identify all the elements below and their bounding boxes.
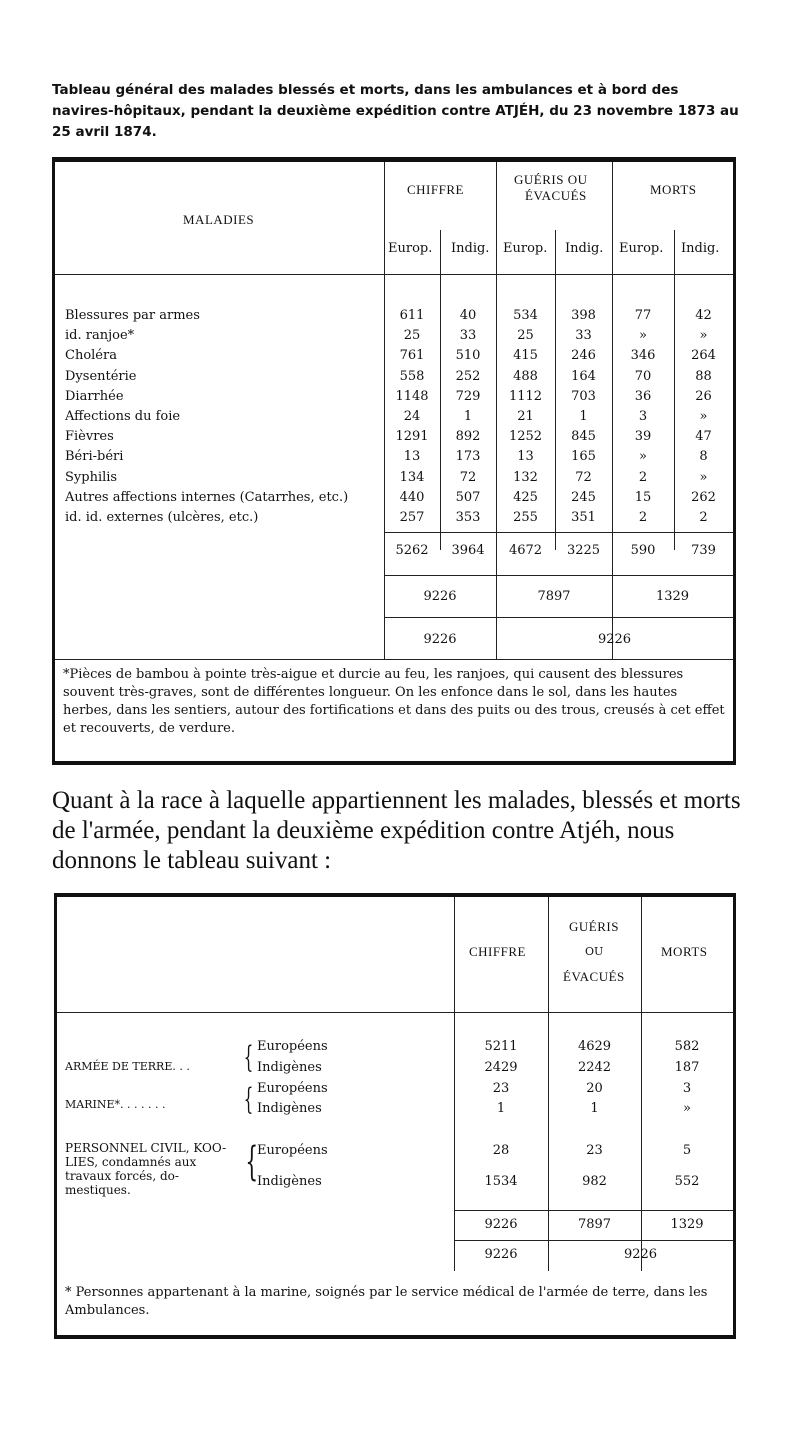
table-cell: 398 <box>571 308 596 323</box>
table-cell: 611 <box>399 308 425 323</box>
table-cell: 5 <box>682 1143 692 1158</box>
race-table <box>54 893 736 1339</box>
table-cell: 257 <box>399 510 425 525</box>
table-cell: 845 <box>571 429 596 444</box>
brace: { <box>243 1082 254 1117</box>
row-label: Choléra <box>65 348 117 363</box>
row-label: id. ranjoe* <box>65 328 135 343</box>
table-cell: » <box>699 328 708 343</box>
header-indig: Indig. <box>565 241 604 256</box>
race-label: Indigènes <box>257 1101 322 1116</box>
table-cell: 5211 <box>484 1039 518 1054</box>
table-cell: 510 <box>455 348 481 363</box>
header-gueris-3: ÉVACUÉS <box>563 969 625 984</box>
table-cell: 255 <box>513 510 538 525</box>
table-cell: » <box>699 409 708 424</box>
table-cell: 440 <box>399 490 425 505</box>
table-cell: 33 <box>575 328 592 343</box>
table-cell: 25 <box>403 328 421 343</box>
table-cell: 23 <box>586 1143 603 1158</box>
table-cell: 351 <box>571 510 596 525</box>
total-rule <box>384 532 733 533</box>
group-rule <box>384 575 733 576</box>
footnote-rule <box>55 659 733 660</box>
table-cell: 982 <box>582 1174 607 1189</box>
header-rule <box>57 1012 733 1013</box>
table-cell: 246 <box>571 348 596 363</box>
header-europ: Europ. <box>503 241 548 256</box>
table-cell: 165 <box>571 449 596 464</box>
table-cell: 252 <box>455 369 481 384</box>
table-cell: 1112 <box>508 389 543 404</box>
table-cell: 4629 <box>577 1039 612 1054</box>
table-cell: 892 <box>455 429 481 444</box>
race-label: Européens <box>257 1039 328 1054</box>
group-total-morts: 1329 <box>655 589 690 604</box>
grand-rule <box>384 617 733 618</box>
table1-footnote: *Pièces de bambou à pointe très-aigue et durcie au feu, les ranjoes, qui causent des blessures souvent très-graves, sont de différentes longueur. On les enfonce dans le sol, dans les hautes herbes, dans les sentiers, autour des fortifications et dans des puits ou des trous, creusés à cet effet et recouverts, de verdure. <box>63 667 725 736</box>
header-gueris-2: OU <box>585 945 604 958</box>
table-cell: 1252 <box>508 429 543 444</box>
header-morts: MORTS <box>650 182 697 197</box>
table-cell: 1148 <box>395 389 429 404</box>
table-cell: » <box>639 449 647 464</box>
group-label-personnel-3: travaux forcés, do- <box>65 1169 179 1183</box>
table-cell: 582 <box>674 1039 700 1054</box>
table-cell: 729 <box>455 389 481 404</box>
table-cell: 2 <box>638 470 648 485</box>
brace: { <box>243 1040 254 1075</box>
header-morts: MORTS <box>661 944 708 959</box>
table-cell: 24 <box>403 409 421 424</box>
row-label: id. id. externes (ulcères, etc.) <box>65 510 259 525</box>
table-cell: 173 <box>455 449 481 464</box>
table-cell: 26 <box>695 389 712 404</box>
table-cell: 47 <box>695 429 712 444</box>
row-label: Fièvres <box>65 429 114 444</box>
race-label: Indigènes <box>257 1174 322 1189</box>
group-label-armee: ARMÉE DE TERRE. . . <box>65 1060 190 1073</box>
table-cell: 1 <box>590 1101 599 1116</box>
table-cell: 187 <box>674 1060 700 1075</box>
header-gueris-1: GUÉRIS <box>569 919 619 934</box>
row-label: Diarrhée <box>65 389 124 404</box>
total-cell: 5262 <box>395 543 429 558</box>
grand-total-left: 9226 <box>484 1247 518 1262</box>
table-cell: 415 <box>513 348 538 363</box>
table-cell: 13 <box>517 449 534 464</box>
table-cell: 558 <box>399 369 425 384</box>
table-cell: 2242 <box>577 1060 612 1075</box>
group-label-personnel-4: mestiques. <box>65 1183 131 1197</box>
table-cell: » <box>639 328 647 343</box>
group-label-personnel-1: PERSONNEL CIVIL, KOO- <box>65 1141 227 1155</box>
total-cell: 3225 <box>566 543 601 558</box>
table-cell: 761 <box>399 348 425 363</box>
table-cell: 72 <box>575 470 592 485</box>
table-cell: 72 <box>459 470 477 485</box>
table-cell: 3 <box>682 1081 692 1096</box>
table-cell: 703 <box>571 389 596 404</box>
table-cell: 23 <box>492 1081 510 1096</box>
table-cell: 507 <box>455 490 481 505</box>
table-cell: 2 <box>699 510 708 525</box>
table-cell: 353 <box>455 510 481 525</box>
table-cell: 21 <box>517 409 534 424</box>
table-cell: 25 <box>517 328 534 343</box>
grand-total-left: 9226 <box>423 632 457 647</box>
row-label: Dysentérie <box>65 369 137 384</box>
table-cell: 15 <box>634 490 652 505</box>
header-maladies: MALADIES <box>183 212 255 227</box>
table-cell: 36 <box>634 389 652 404</box>
table2-footnote: * Personnes appartenant à la marine, soignés par le service médical de l'armée de terre, dans les Ambulances. <box>65 1285 708 1318</box>
table-cell: 13 <box>403 449 421 464</box>
table-cell: » <box>683 1101 691 1116</box>
total-rule <box>454 1210 733 1211</box>
row-label: Affections du foie <box>65 409 181 424</box>
table-caption: Tableau général des malades blessés et morts, dans les ambulances et à bord des navires-hôpitaux, pendant la deuxième expédition contre ATJÉH, du 23 novembre 1873 au 25 avril 1874. <box>52 82 739 140</box>
grand-total-right: 9226 <box>623 1247 658 1262</box>
total-cell: 1329 <box>670 1217 704 1232</box>
grand-total-right: 9226 <box>597 632 632 647</box>
table-cell: » <box>699 470 708 485</box>
brace: { <box>245 1139 259 1185</box>
table-cell: 262 <box>691 490 716 505</box>
row-label: Autres affections internes (Catarrhes, etc.) <box>65 490 349 505</box>
header-indig: Indig. <box>451 241 490 256</box>
table-cell: 245 <box>571 490 596 505</box>
table-cell: 534 <box>513 308 538 323</box>
disease-table <box>52 157 736 765</box>
table-cell: 42 <box>695 308 712 323</box>
table-cell: 1 <box>579 409 588 424</box>
table-cell: 3 <box>638 409 648 424</box>
grand-rule <box>454 1240 733 1241</box>
table-cell: 33 <box>459 328 477 343</box>
race-label: Européens <box>257 1081 328 1096</box>
group-label-personnel-2: LIES, condamnés aux <box>65 1155 197 1169</box>
race-label: Indigènes <box>257 1060 322 1075</box>
header-rule <box>55 274 733 275</box>
row-label: Blessures par armes <box>65 308 200 323</box>
table-cell: 39 <box>634 429 652 444</box>
table-cell: 488 <box>513 369 538 384</box>
table-cell: 1291 <box>395 429 429 444</box>
table-cell: 1 <box>463 409 473 424</box>
table-cell: 552 <box>674 1174 700 1189</box>
table-cell: 134 <box>399 470 425 485</box>
header-chiffre: CHIFFRE <box>469 944 526 959</box>
header-gueris-1: GUÉRIS OU <box>514 172 588 187</box>
table-cell: 132 <box>513 470 538 485</box>
table-cell: 77 <box>634 308 652 323</box>
table-cell: 2 <box>638 510 648 525</box>
row-label: Syphilis <box>65 470 118 485</box>
table-cell: 2429 <box>484 1060 518 1075</box>
total-cell: 4672 <box>508 543 543 558</box>
row-label: Béri-béri <box>65 449 124 464</box>
total-cell: 590 <box>630 543 656 558</box>
table-cell: 346 <box>630 348 656 363</box>
table-cell: 1 <box>496 1101 506 1116</box>
group-total-chiffre: 9226 <box>423 589 457 604</box>
header-chiffre: CHIFFRE <box>407 182 464 197</box>
table-cell: 1534 <box>484 1174 518 1189</box>
group-total-gueris: 7897 <box>537 589 571 604</box>
intro-paragraph: Quant à la race à laquelle appartiennent les malades, blessés et morts de l'armée, pendant la deuxième expédition contre Atjéh, nous donnons le tableau suivant : <box>52 787 741 874</box>
table-cell: 264 <box>691 348 716 363</box>
table-cell: 40 <box>459 308 477 323</box>
group-label-marine: MARINE*. . . . . . . <box>65 1098 166 1111</box>
table-cell: 88 <box>695 369 712 384</box>
table-cell: 164 <box>571 369 596 384</box>
table-cell: 20 <box>586 1081 603 1096</box>
table-cell: 70 <box>634 369 652 384</box>
header-europ: Europ. <box>619 241 664 256</box>
header-europ: Europ. <box>388 241 433 256</box>
table-cell: 8 <box>699 449 708 464</box>
total-cell: 7897 <box>577 1217 612 1232</box>
total-cell: 9226 <box>484 1217 518 1232</box>
table-cell: 425 <box>513 490 538 505</box>
header-indig: Indig. <box>681 241 720 256</box>
total-cell: 739 <box>691 543 716 558</box>
race-label: Européens <box>257 1143 328 1158</box>
total-cell: 3964 <box>451 543 485 558</box>
header-gueris-2: ÉVACUÉS <box>525 188 587 203</box>
table-cell: 28 <box>492 1143 510 1158</box>
